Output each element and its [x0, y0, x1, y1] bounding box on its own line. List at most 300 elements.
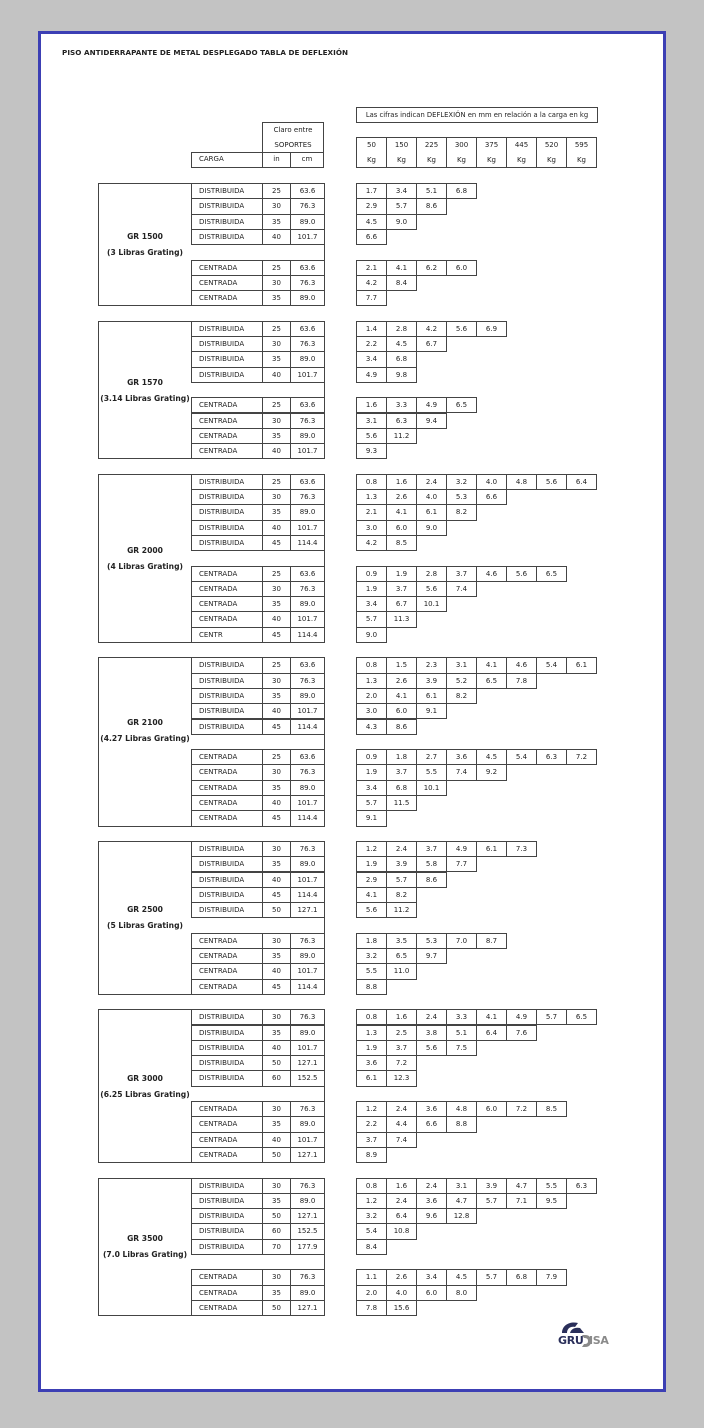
deflection-cell: 5.5	[356, 963, 387, 979]
deflection-cell: 3.6	[416, 1193, 447, 1209]
deflection-cell: 7.9	[536, 1269, 567, 1285]
deflection-cell: 1.6	[386, 1178, 417, 1194]
load-unit: Kg	[396, 156, 407, 164]
load-type-cell: DISTRIBUIDA	[191, 214, 263, 230]
span-cm-cell: 101.7	[290, 229, 325, 245]
group-label	[99, 543, 191, 575]
span-cm-cell: 89.0	[290, 596, 325, 612]
load-type-cell: DISTRIBUIDA	[191, 719, 263, 735]
span-cm-cell: 76.3	[290, 841, 325, 857]
load-type-cell: DISTRIBUIDA	[191, 535, 263, 551]
load-type-cell: DISTRIBUIDA	[191, 474, 263, 490]
deflection-cell: 6.0	[386, 703, 417, 719]
deflection-cell: 6.4	[566, 474, 597, 490]
span-in-cell: 40	[262, 703, 291, 719]
group-subtitle: (6.25 Libras Grating)	[100, 1089, 190, 1099]
load-type-cell: DISTRIBUIDA	[191, 856, 263, 872]
span-cm-cell: 152.5	[290, 1070, 325, 1086]
deflection-cell: 6.9	[476, 321, 507, 337]
group-label	[99, 375, 191, 407]
deflection-cell: 10.8	[386, 1223, 417, 1239]
group-name: GR 3000	[127, 1073, 163, 1083]
span-in-cell: 35	[262, 948, 291, 964]
span-in-cell: 40	[262, 1132, 291, 1148]
group-name: GR 2500	[127, 905, 163, 915]
deflection-cell: 4.1	[386, 504, 417, 520]
deflection-cell: 2.2	[356, 1116, 387, 1132]
span-in-cell: 35	[262, 780, 291, 796]
deflection-cell: 5.8	[416, 856, 447, 872]
load-header-50	[356, 137, 387, 168]
span-in-cell: 35	[262, 1285, 291, 1301]
deflection-cell: 1.3	[356, 489, 387, 505]
deflection-cell: 10.1	[416, 780, 447, 796]
deflection-cell: 2.8	[416, 566, 447, 582]
deflection-cell: 7.2	[386, 1055, 417, 1071]
deflection-cell: 9.0	[356, 627, 387, 643]
deflection-cell: 6.1	[416, 688, 447, 704]
deflection-cell: 6.2	[416, 260, 447, 276]
load-type-cell: DISTRIBUIDA	[191, 688, 263, 704]
deflection-cell: 5.3	[416, 933, 447, 949]
in-header: in	[262, 152, 291, 168]
span-cm-cell: 101.7	[290, 520, 325, 536]
deflection-cell: 9.0	[386, 214, 417, 230]
group-subtitle: (5 Libras Grating)	[107, 921, 183, 931]
span-in-cell: 30	[262, 198, 291, 214]
deflection-cell: 9.0	[416, 520, 447, 536]
deflection-cell: 4.6	[506, 657, 537, 673]
load-unit: Kg	[456, 156, 467, 164]
deflection-cell: 1.1	[356, 1269, 387, 1285]
deflection-cell: 7.0	[446, 933, 477, 949]
deflection-cell: 8.2	[446, 688, 477, 704]
span-in-cell: 30	[262, 1269, 291, 1285]
load-value: 595	[574, 141, 589, 149]
span-cm-cell: 101.7	[290, 795, 325, 811]
load-type-cell: DISTRIBUIDA	[191, 703, 263, 719]
deflection-cell: 1.9	[356, 1040, 387, 1056]
deflection-cell: 2.9	[356, 198, 387, 214]
deflection-cell: 4.9	[506, 1009, 537, 1025]
load-type-cell: DISTRIBUIDA	[191, 1193, 263, 1209]
deflection-cell: 6.5	[446, 397, 477, 413]
deflection-cell: 3.4	[356, 596, 387, 612]
span-cm-cell: 89.0	[290, 780, 325, 796]
deflection-cell: 4.7	[446, 1193, 477, 1209]
deflection-cell: 2.3	[416, 657, 447, 673]
load-type-cell: DISTRIBUIDA	[191, 872, 263, 888]
span-cm-cell: 101.7	[290, 611, 325, 627]
load-unit: Kg	[426, 156, 437, 164]
deflection-cell: 5.2	[446, 673, 477, 689]
deflection-cell: 8.6	[416, 872, 447, 888]
span-cm-cell: 89.0	[290, 290, 325, 306]
load-unit: Kg	[486, 156, 497, 164]
deflection-cell: 4.1	[476, 657, 507, 673]
deflection-cell: 3.9	[476, 1178, 507, 1194]
load-type-cell: CENTRADA	[191, 581, 263, 597]
deflection-cell: 2.2	[356, 336, 387, 352]
deflection-cell: 1.6	[386, 474, 417, 490]
span-in-cell: 35	[262, 290, 291, 306]
span-cm-cell: 114.4	[290, 719, 325, 735]
span-cm-cell: 76.3	[290, 336, 325, 352]
claro-line2: SOPORTES	[274, 141, 312, 149]
load-type-cell: CENTRADA	[191, 795, 263, 811]
deflection-cell: 3.6	[356, 1055, 387, 1071]
deflection-cell: 12.8	[446, 1208, 477, 1224]
load-type-cell: DISTRIBUIDA	[191, 351, 263, 367]
span-cm-cell: 76.3	[290, 1009, 325, 1025]
span-in-cell: 35	[262, 1193, 291, 1209]
load-type-cell: CENTRADA	[191, 611, 263, 627]
span-in-cell: 30	[262, 275, 291, 291]
group-label	[99, 715, 191, 747]
deflection-cell: 11.2	[386, 902, 417, 918]
span-in-cell: 40	[262, 611, 291, 627]
span-cm-cell: 152.5	[290, 1223, 325, 1239]
group-name: GR 3500	[127, 1234, 163, 1244]
deflection-cell: 5.7	[476, 1269, 507, 1285]
deflection-cell: 7.4	[386, 1132, 417, 1148]
span-cm-cell: 76.3	[290, 764, 325, 780]
span-cm-cell: 76.3	[290, 1101, 325, 1117]
deflection-cell: 3.5	[386, 933, 417, 949]
span-cm-cell: 101.7	[290, 443, 325, 459]
deflection-cell: 3.2	[356, 1208, 387, 1224]
deflection-cell: 11.2	[386, 428, 417, 444]
deflection-cell: 5.6	[416, 1040, 447, 1056]
deflection-cell: 8.9	[356, 1147, 387, 1163]
deflection-cell: 1.3	[356, 673, 387, 689]
deflection-cell: 7.5	[446, 1040, 477, 1056]
deflection-cell: 5.1	[446, 1025, 477, 1041]
deflection-cell: 5.6	[536, 474, 567, 490]
load-type-cell: CENTRADA	[191, 1101, 263, 1117]
span-cm-cell: 101.7	[290, 1132, 325, 1148]
deflection-cell: 3.7	[356, 1132, 387, 1148]
deflection-cell: 2.4	[416, 474, 447, 490]
deflection-cell: 4.2	[416, 321, 447, 337]
deflection-cell: 11.3	[386, 611, 417, 627]
deflection-cell: 4.5	[356, 214, 387, 230]
load-type-cell: DISTRIBUIDA	[191, 1009, 263, 1025]
span-in-cell: 40	[262, 443, 291, 459]
logo-text-isa: ISA	[589, 1334, 609, 1347]
load-header-595	[566, 137, 597, 168]
deflection-cell: 4.1	[386, 260, 417, 276]
deflection-cell: 5.7	[536, 1009, 567, 1025]
deflection-cell: 1.2	[356, 1193, 387, 1209]
deflection-cell: 1.3	[356, 1025, 387, 1041]
deflection-cell: 8.4	[356, 1239, 387, 1255]
load-type-cell: CENTRADA	[191, 260, 263, 276]
span-in-cell: 35	[262, 428, 291, 444]
deflection-cell: 9.1	[416, 703, 447, 719]
deflection-cell: 8.6	[386, 719, 417, 735]
load-value: 150	[394, 141, 409, 149]
deflection-cell: 3.2	[446, 474, 477, 490]
span-in-cell: 30	[262, 1009, 291, 1025]
deflection-cell: 8.6	[416, 198, 447, 214]
deflection-cell: 7.7	[356, 290, 387, 306]
deflection-cell: 2.4	[416, 1009, 447, 1025]
span-in-cell: 50	[262, 1055, 291, 1071]
deflection-cell: 8.8	[446, 1116, 477, 1132]
load-type-cell: CENTRADA	[191, 428, 263, 444]
span-in-cell: 50	[262, 1208, 291, 1224]
span-in-cell: 25	[262, 566, 291, 582]
span-cm-cell: 101.7	[290, 367, 325, 383]
deflection-cell: 9.1	[356, 810, 387, 826]
deflection-cell: 7.8	[506, 673, 537, 689]
deflection-cell: 3.1	[356, 413, 387, 429]
group-subtitle: (4 Libras Grating)	[107, 561, 183, 571]
load-type-cell: CENTRADA	[191, 596, 263, 612]
span-in-cell: 35	[262, 214, 291, 230]
deflection-cell: 7.4	[446, 764, 477, 780]
load-type-cell: CENTR	[191, 627, 263, 643]
deflection-cell: 0.8	[356, 1009, 387, 1025]
deflection-cell: 3.1	[446, 657, 477, 673]
load-type-cell: DISTRIBUIDA	[191, 229, 263, 245]
span-cm-cell: 114.4	[290, 887, 325, 903]
span-cm-cell: 89.0	[290, 504, 325, 520]
deflection-cell: 6.6	[356, 229, 387, 245]
deflection-cell: 3.4	[386, 183, 417, 199]
load-type-cell: CENTRADA	[191, 443, 263, 459]
span-cm-cell: 76.3	[290, 673, 325, 689]
deflection-cell: 4.1	[476, 1009, 507, 1025]
span-cm-cell: 127.1	[290, 1208, 325, 1224]
group-label	[99, 1071, 191, 1103]
deflection-cell: 5.6	[416, 581, 447, 597]
load-type-cell: DISTRIBUIDA	[191, 887, 263, 903]
span-in-cell: 70	[262, 1239, 291, 1255]
load-type-cell: DISTRIBUIDA	[191, 902, 263, 918]
span-cm-cell: 63.6	[290, 566, 325, 582]
span-cm-cell: 89.0	[290, 351, 325, 367]
span-in-cell: 25	[262, 474, 291, 490]
deflection-cell: 0.8	[356, 657, 387, 673]
span-in-cell: 45	[262, 719, 291, 735]
deflection-cell: 1.9	[356, 856, 387, 872]
deflection-cell: 8.5	[386, 535, 417, 551]
deflection-cell: 3.3	[386, 397, 417, 413]
deflection-cell: 4.9	[446, 841, 477, 857]
deflection-cell: 1.4	[356, 321, 387, 337]
deflection-cell: 3.2	[356, 948, 387, 964]
deflection-cell: 9.3	[356, 443, 387, 459]
deflection-cell: 4.2	[356, 535, 387, 551]
load-type-cell: DISTRIBUIDA	[191, 1208, 263, 1224]
deflection-cell: 15.6	[386, 1300, 417, 1316]
span-in-cell: 30	[262, 413, 291, 429]
deflection-cell: 4.1	[386, 688, 417, 704]
deflection-cell: 5.7	[386, 198, 417, 214]
span-cm-cell: 76.3	[290, 581, 325, 597]
span-cm-cell: 101.7	[290, 1040, 325, 1056]
deflection-cell: 6.0	[476, 1101, 507, 1117]
group-name: GR 2100	[127, 717, 163, 727]
span-cm-cell: 114.4	[290, 810, 325, 826]
span-cm-cell: 89.0	[290, 1285, 325, 1301]
load-type-cell: DISTRIBUIDA	[191, 657, 263, 673]
span-in-cell: 25	[262, 397, 291, 413]
deflection-cell: 6.0	[386, 520, 417, 536]
deflection-cell: 2.5	[386, 1025, 417, 1041]
load-type-cell: CENTRADA	[191, 933, 263, 949]
deflection-cell: 5.3	[446, 489, 477, 505]
deflection-cell: 8.2	[446, 504, 477, 520]
deflection-cell: 1.7	[356, 183, 387, 199]
span-cm-cell: 89.0	[290, 428, 325, 444]
span-in-cell: 30	[262, 933, 291, 949]
deflection-cell: 4.0	[386, 1285, 417, 1301]
span-in-cell: 40	[262, 795, 291, 811]
span-in-cell: 40	[262, 872, 291, 888]
deflection-cell: 8.7	[476, 933, 507, 949]
deflection-cell: 1.6	[386, 1009, 417, 1025]
span-in-cell: 50	[262, 902, 291, 918]
deflection-note: Las cifras indican DEFLEXIÓN en mm en relación a la carga en kg	[356, 107, 598, 123]
deflection-cell: 3.6	[416, 1101, 447, 1117]
deflection-cell: 5.6	[356, 428, 387, 444]
load-header-150	[386, 137, 417, 168]
load-type-cell: CENTRADA	[191, 1132, 263, 1148]
deflection-cell: 3.7	[386, 581, 417, 597]
deflection-cell: 2.8	[386, 321, 417, 337]
group-subtitle: (4.27 Libras Grating)	[100, 733, 190, 743]
deflection-cell: 2.4	[416, 1178, 447, 1194]
load-type-cell: CENTRADA	[191, 810, 263, 826]
span-cm-cell: 89.0	[290, 1116, 325, 1132]
deflection-cell: 7.1	[506, 1193, 537, 1209]
load-type-cell: DISTRIBUIDA	[191, 489, 263, 505]
deflection-cell: 6.8	[386, 780, 417, 796]
span-in-cell: 35	[262, 1025, 291, 1041]
deflection-cell: 9.8	[386, 367, 417, 383]
deflection-cell: 9.7	[416, 948, 447, 964]
deflection-cell: 6.5	[566, 1009, 597, 1025]
deflection-cell: 8.5	[536, 1101, 567, 1117]
deflection-cell: 5.5	[536, 1178, 567, 1194]
span-in-cell: 45	[262, 627, 291, 643]
span-cm-cell: 101.7	[290, 703, 325, 719]
load-type-cell: CENTRADA	[191, 780, 263, 796]
load-type-cell: DISTRIBUIDA	[191, 183, 263, 199]
span-in-cell: 45	[262, 887, 291, 903]
deflection-cell: 5.5	[416, 764, 447, 780]
deflection-cell: 4.4	[386, 1116, 417, 1132]
span-in-cell: 30	[262, 581, 291, 597]
deflection-cell: 6.7	[416, 336, 447, 352]
load-type-cell: DISTRIBUIDA	[191, 504, 263, 520]
span-cm-cell: 76.3	[290, 413, 325, 429]
deflection-cell: 2.0	[356, 688, 387, 704]
load-type-cell: CENTRADA	[191, 1116, 263, 1132]
span-in-cell: 35	[262, 351, 291, 367]
span-in-cell: 45	[262, 535, 291, 551]
deflection-cell: 2.0	[356, 1285, 387, 1301]
group-name: GR 2000	[127, 545, 163, 555]
deflection-cell: 9.6	[416, 1208, 447, 1224]
load-type-cell: CENTRADA	[191, 275, 263, 291]
deflection-cell: 5.7	[476, 1193, 507, 1209]
span-in-cell: 30	[262, 673, 291, 689]
deflection-cell: 5.4	[536, 657, 567, 673]
load-type-cell: DISTRIBUIDA	[191, 367, 263, 383]
deflection-cell: 1.5	[386, 657, 417, 673]
span-in-cell: 35	[262, 504, 291, 520]
load-type-cell: CENTRADA	[191, 979, 263, 995]
deflection-cell: 7.8	[356, 1300, 387, 1316]
deflection-cell: 6.4	[476, 1025, 507, 1041]
cm-header: cm	[290, 152, 324, 168]
span-in-cell: 35	[262, 596, 291, 612]
load-value: 520	[544, 141, 559, 149]
span-cm-cell: 89.0	[290, 1025, 325, 1041]
span-in-cell: 35	[262, 688, 291, 704]
load-type-cell: CENTRADA	[191, 1300, 263, 1316]
deflection-cell: 3.7	[416, 841, 447, 857]
deflection-cell: 8.2	[386, 887, 417, 903]
load-type-cell: CENTRADA	[191, 397, 263, 413]
span-in-cell: 35	[262, 856, 291, 872]
span-cm-cell: 76.3	[290, 275, 325, 291]
load-type-cell: DISTRIBUIDA	[191, 841, 263, 857]
group-subtitle: (3 Libras Grating)	[107, 248, 183, 258]
deflection-cell: 6.3	[566, 1178, 597, 1194]
deflection-cell: 4.7	[506, 1178, 537, 1194]
load-type-cell: DISTRIBUIDA	[191, 1178, 263, 1194]
deflection-cell: 6.7	[386, 596, 417, 612]
deflection-cell: 4.5	[386, 336, 417, 352]
group-label	[99, 1231, 191, 1263]
span-in-cell: 40	[262, 520, 291, 536]
load-type-cell: DISTRIBUIDA	[191, 321, 263, 337]
deflection-cell: 3.6	[446, 749, 477, 765]
deflection-cell: 2.4	[386, 1101, 417, 1117]
deflection-cell: 11.0	[386, 963, 417, 979]
deflection-cell: 5.7	[356, 611, 387, 627]
logo-swoosh-icon	[560, 1321, 586, 1335]
deflection-cell: 4.5	[446, 1269, 477, 1285]
deflection-cell: 6.8	[506, 1269, 537, 1285]
load-unit: Kg	[516, 156, 527, 164]
deflection-cell: 7.7	[446, 856, 477, 872]
deflection-cell: 5.6	[506, 566, 537, 582]
deflection-cell: 2.4	[386, 841, 417, 857]
deflection-cell: 5.4	[506, 749, 537, 765]
deflection-cell: 3.3	[446, 1009, 477, 1025]
deflection-cell: 2.6	[386, 1269, 417, 1285]
load-type-cell: CENTRADA	[191, 1147, 263, 1163]
page-title: PISO ANTIDERRAPANTE DE METAL DESPLEGADO TABLA DE DEFLEXIÓN	[62, 48, 349, 57]
deflection-cell: 3.0	[356, 520, 387, 536]
deflection-cell: 1.9	[386, 566, 417, 582]
span-cm-cell: 127.1	[290, 1055, 325, 1071]
claro-line1: Claro entre	[273, 126, 313, 134]
span-in-cell: 60	[262, 1223, 291, 1239]
deflection-cell: 3.4	[356, 351, 387, 367]
span-in-cell: 30	[262, 489, 291, 505]
deflection-cell: 4.6	[476, 566, 507, 582]
group-name: GR 1570	[127, 377, 163, 387]
deflection-cell: 7.2	[506, 1101, 537, 1117]
load-unit: Kg	[576, 156, 587, 164]
